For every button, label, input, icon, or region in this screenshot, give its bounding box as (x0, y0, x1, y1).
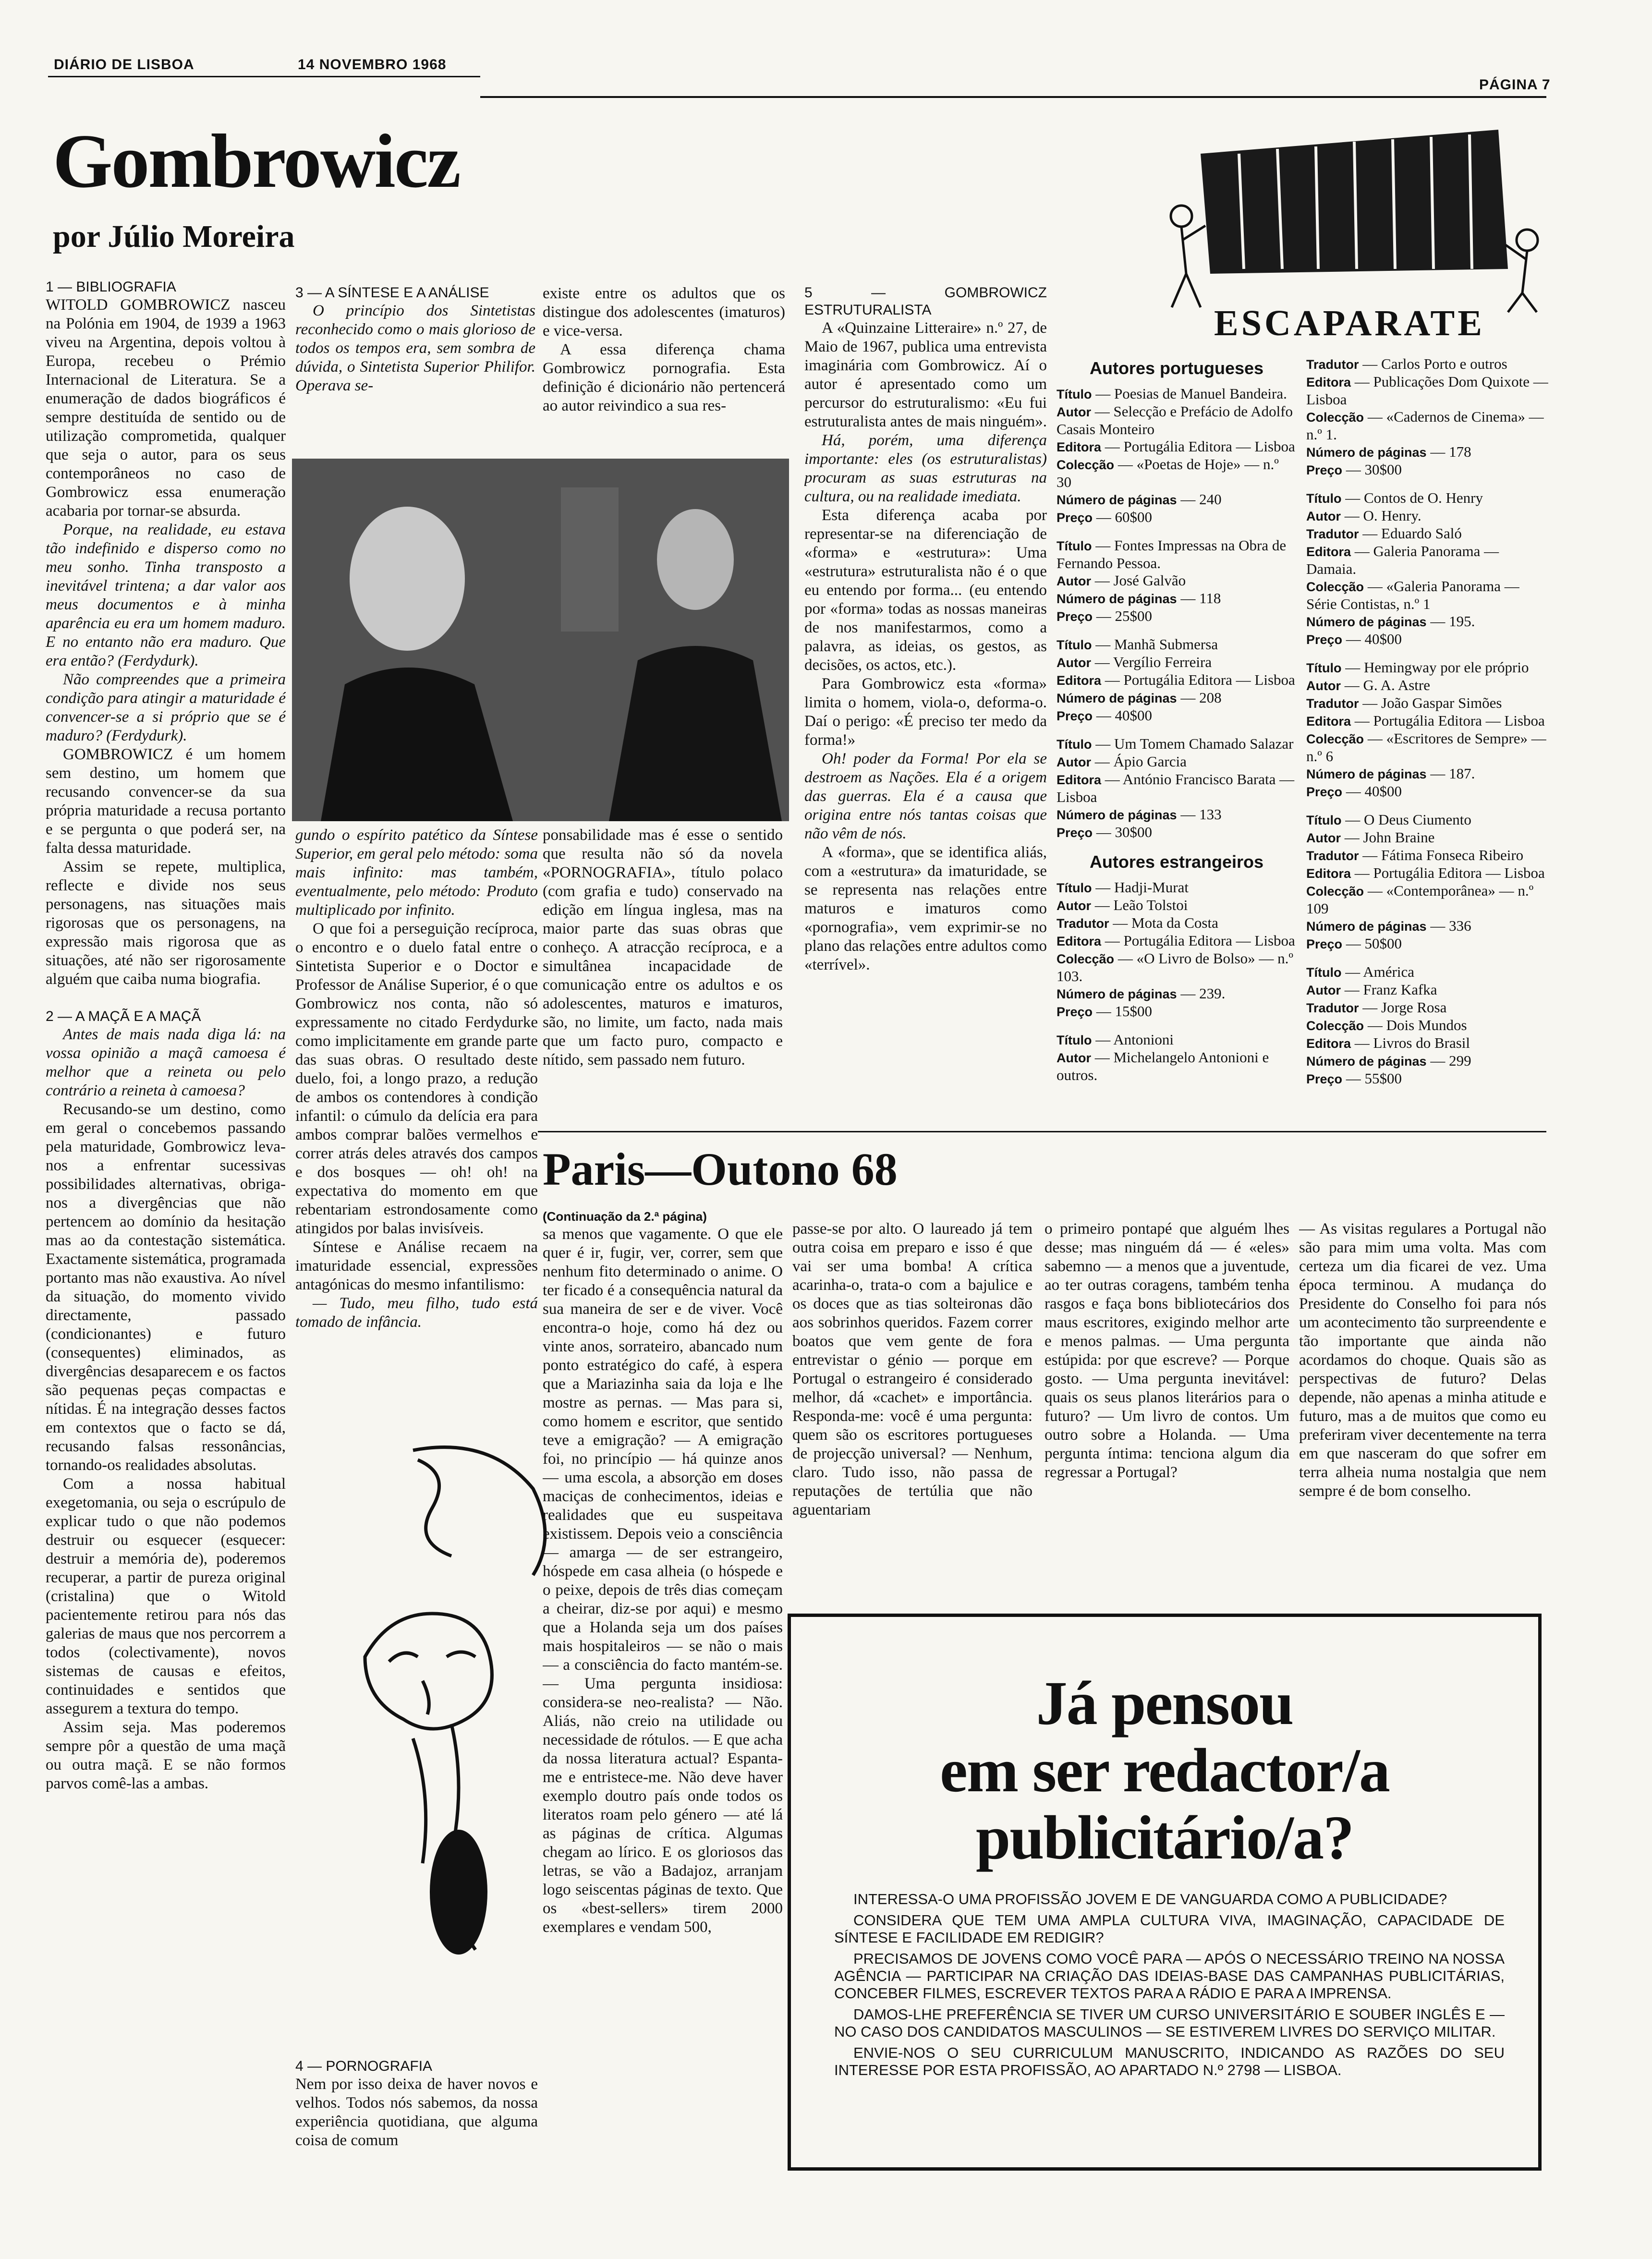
escaparate-title: ESCAPARATE (1214, 303, 1485, 343)
ad-paragraph: PRECISAMOS DE JOVENS COMO VOCÊ PARA — APÓS O NECESSÁRIO TREINO NA NOSSA AGÊNCIA — PARTICIPAR NA CRIAÇÃO DAS IDEIAS-BASE DAS CAMPANHAS PUBLICITÁRIAS, CONCEBER FILMES, ESCREVER TEXTOS PARA A RÁDIO E PARA A IMPRENSA. (834, 1950, 1505, 2002)
book-line: Editora — Livros do Brasil (1306, 1034, 1470, 1051)
ad-paragraph: INTERESSA-O UMA PROFISSÃO JOVEM E DE VANGUARDA COMO A PUBLICIDADE? (853, 1891, 1447, 1907)
book-line: Título — Fontes Impressas na Obra de Fernando Pessoa. (1057, 537, 1287, 571)
book-line: Colecção — «Contemporânea» — n.º 109 (1306, 882, 1534, 917)
article2-column-4 (1299, 1220, 1546, 1566)
book-line: Colecção — «Escritores de Sempre» — n.º 6 (1306, 730, 1546, 765)
book-line: Título — América (1306, 963, 1414, 980)
book-line: Preço — 50$00 (1306, 935, 1402, 952)
article-column-3-bottom (543, 826, 783, 1105)
paragraph: A essa diferença chama Gombrowicz pornografia. Esta definição é dicionário não pertencerá ao autor reivindico a sua res- (543, 341, 785, 414)
paragraph: passe-se por alto. O laureado já tem outra coisa em preparo e isso é que vai ser uma bomba! A crítica acarinha-o, trata-o com a bajulice e os doces que as tias solteironas dão aos sobrinhos queridos. Fazem correr boatos que vem gente de fora entrevistar o génio — porque em Portugal o estrangeiro é considerado melhor, dá «cachet» e importância. Responda-me: você é uma pergunta: quem são os escritores portugueses de projecção universal? — Nenhum, claro. Tudo isso, não passa de reputações de tertúlia que não aguentariam (792, 1220, 1032, 1518)
book-line: Título — Poesias de Manuel Bandeira. (1057, 385, 1287, 402)
book-line: Editora — Portugália Editora — Lisboa (1057, 438, 1295, 455)
book-list (1057, 879, 1297, 1084)
section-heading: 2 — A MAÇÃ E A MAÇÃ (46, 1008, 201, 1024)
ad-headline (791, 1670, 1538, 1871)
paragraph: GOMBROWICZ é um homem sem destino, um homem que recusando convencer-se da sua própria maturidade a recusa portanto e se pergunta o que poderá ser, na falta dessa maturidade. (46, 746, 286, 857)
book-line: Tradutor — João Gaspar Simões (1306, 694, 1502, 711)
book-line: Preço — 25$00 (1057, 607, 1153, 624)
paragraph: sa menos que vagamente. O que ele quer é ir, fugir, ver, correr, sem que nenhum fito determinado o anime. O ter ficado é a consequência natural da sua maneira de ser e de viver. Você encontra-o hoje, como há dez ou vinte anos, sorrateiro, abancado num ponto estratégico do café, à espera que a Mariazinha saia da loja e lhe mostre as pernas. — Mas para si, como homem e escritor, que sentido teve a emigração? — A emigração foi, no princípio — há quinze anos — uma escola, a absorção em doses maciças de conhecimentos, ideias e realidades que eu suspeitava existissem. Depois veio a consciência — amarga — de ser estrangeiro, hóspede em casa alheia (o hóspede e o peixe, depois de três dias começam a cheirar, diz-se por aqui) e mesmo que a Holanda seja um dos países mais hospitaleiros — se não o mais — a consciência do facto mantém-se. — Uma pergunta insidiosa: considera-se neo-realista? — Não. Aliás, não creio na utilidade ou necessidade de rótulos. — E que acha da nossa literatura actual? Espanta-me e entristece-me. Não deve haver exemplo doutro país onde todos os literatos roam pelo género — até lá as páginas de crítica. Algumas chegam ao lírico. E os gloriosos das letras, se vão a Badajoz, arranjam logo seiscentas páginas de texto. Que os «best-sellers» tirem 2000 exemplares e vendam 500, (543, 1226, 783, 1936)
book-line: Tradutor — Carlos Porto e outros (1306, 355, 1507, 372)
photo-gombrowicz (292, 459, 789, 821)
section-heading-estrangeiros: Autores estrangeiros (1089, 852, 1264, 872)
book-entry (1306, 355, 1551, 479)
book-line: Preço — 40$00 (1306, 631, 1402, 647)
book-line: Número de páginas — 240 (1057, 491, 1222, 508)
paragraph: Esta diferença acaba por representar-se na diferenciação de «forma» e «estrutura»: Uma «estrutura» estruturalista não é o que eu entendo por forma... (eu entendo por «forma» todas as nossas maneiras de nos manifestarmos, como a palavra, as ideias, os gestos, as decisões, os actos, etc.). (804, 507, 1047, 674)
divider (538, 1131, 1546, 1132)
ad-paragraph: ENVIE-NOS O SEU CURRICULUM MANUSCRITO, INDICANDO AS RAZÕES DO SEU INTERESSE POR ESTA PROFISSÃO, AO APARTADO N.º 2798 — LISBOA. (834, 2044, 1505, 2078)
quote-paragraph: Oh! poder da Forma! Por ela se destroem as Nações. Ela é a origem das guerras. Ela é a causa que origina entre nós tantas coisas que não vêm de nós. (804, 750, 1047, 842)
book-line: Preço — 15$00 (1057, 1003, 1153, 1020)
book-entry (1306, 963, 1551, 1088)
book-line: Número de páginas — 118 (1057, 590, 1221, 607)
book-entry (1306, 811, 1551, 953)
book-line: Editora — Portugália Editora — Lisboa (1057, 671, 1295, 688)
section-heading: 3 — A SÍNTESE E A ANÁLISE (295, 285, 489, 301)
newspaper-name: DIÁRIO DE LISBOA (54, 57, 194, 73)
section-heading: 5 — GOMBROWICZ ESTRUTURALISTA (804, 285, 1047, 318)
article2-title: Paris—Outono 68 (543, 1143, 898, 1195)
quote-paragraph: Antes de mais nada diga lá: na vossa opinião a maçã camoesa é melhor que a reineta ou pelo contrário a reineta à camoesa? (46, 1026, 286, 1099)
book-line: Preço — 55$00 (1306, 1070, 1402, 1087)
book-line: Autor — José Galvão (1057, 572, 1186, 589)
paragraph: A «forma», que se identifica aliás, com a «estrutura» da imaturidade, se se representa nas relações entre maturos e imaturos como «pornografia», vem exprimir-se no plano das relações entre adultos como «terrível». (804, 844, 1047, 973)
book-entry (1306, 659, 1551, 801)
book-line: Preço — 30$00 (1306, 461, 1402, 478)
book-line: Editora — Publicações Dom Quixote — Lisboa (1306, 373, 1548, 408)
paragraph: A «Quinzaine Litteraire» n.º 27, de Maio de 1967, publica uma entrevista imaginária com Gombrowicz. Aí o autor é apresentado como um percursor do estruturalismo: «Eu fui estruturalista antes de mais ninguém». (804, 319, 1047, 430)
book-line: Tradutor — Jorge Rosa (1306, 999, 1447, 1016)
book-line: Tradutor — Mota da Costa (1057, 914, 1218, 931)
issue-date: 14 NOVEMBRO 1968 (298, 57, 447, 73)
page-number: PÁGINA 7 (1479, 77, 1551, 93)
paragraph: Nem por isso deixa de haver novos e velhos. Todos nós sabemos, da nossa experiência quotidiana, que alguma coisa de comum (295, 2076, 538, 2149)
article2-column-1 (543, 1208, 783, 2226)
book-line: Autor — O. Henry. (1306, 507, 1421, 524)
book-line: Colecção — «Galeria Panorama — Série Contistas, n.º 1 (1306, 578, 1519, 612)
job-advertisement (788, 1614, 1542, 2171)
escaparate-illustration (1153, 115, 1546, 317)
book-line: Tradutor — Eduardo Saló (1306, 525, 1462, 542)
book-line: Número de páginas — 208 (1057, 689, 1222, 706)
article-byline: por Júlio Moreira (53, 219, 295, 254)
book-line: Autor — Franz Kafka (1306, 981, 1437, 998)
article-column-2-section4 (295, 2058, 538, 2231)
book-line: Editora — Portugália Editora — Lisboa (1057, 932, 1295, 949)
book-line: Autor — Michelangelo Antonioni e outros. (1057, 1049, 1269, 1083)
ad-paragraph: CONSIDERA QUE TEM UMA AMPLA CULTURA VIVA, IMAGINAÇÃO, CAPACIDADE DE SÍNTESE E FACILIDADE EM REDIGIR? (834, 1912, 1505, 1946)
book-entry (1057, 735, 1297, 841)
caricature-illustration (307, 1431, 576, 1998)
book-line: Tradutor — Fátima Fonseca Ribeiro (1306, 847, 1524, 863)
paragraph: WITOLD GOMBROWICZ nasceu na Polónia em 1904, de 1939 a 1963 viveu na Argentina, depois voltou à Europa, recebeu o Prémio Internacional de Literatura. Se a enumeração de dados biográficos é sempre destituída de sentido ou de utilização comprometida, qualquer que seja o autor, para os seus contemporâneos no caso de Gombrowicz essa enumeração acabaria por tornar-se absurda. (46, 296, 286, 520)
escaparate-right-column (1306, 355, 1551, 1148)
book-line: Número de páginas — 178 (1306, 443, 1471, 460)
book-line: Título — Hadji-Murat (1057, 879, 1189, 896)
book-line: Título — Um Tomem Chamado Salazar (1057, 735, 1294, 752)
book-line: Colecção — Dois Mundos (1306, 1017, 1467, 1033)
ad-paragraph: DAMOS-LHE PREFERÊNCIA SE TIVER UM CURSO UNIVERSITÁRIO E SOUBER INGLÊS E — NO CASO DOS CANDIDATOS MASCULINOS — SE ESTIVEREM LIVRES DO SERVIÇO MILITAR. (834, 2006, 1505, 2040)
book-line: Colecção — «Cadernos de Cinema» — n.º 1. (1306, 408, 1544, 443)
book-list (1306, 355, 1551, 1088)
book-line: Preço — 60$00 (1057, 509, 1153, 525)
paragraph: O que foi a perseguição recíproca, o encontro e o duelo fatal entre o Sintetista Superior e o Doctor e Professor de Análise Superior, é o que Gombrowicz nos conta, não só expressamente no citado Ferdydurke como implicitamente em grande parte das suas obras. O resultado deste duelo, foi, a longo prazo, a redução de ambos os contendores à condição infantil: o cúmulo da delícia era para ambos comprar balões vermelhos e correr atrás deles através dos campos e dos bosques — oh! oh! na expectativa do momento em que rebentariam estrondosamente como atingidos por balas invisíveis. (295, 920, 538, 1237)
article-column-2-top (295, 284, 535, 457)
book-line: Colecção — «Poetas de Hoje» — n.º 30 (1057, 456, 1279, 490)
paragraph: ponsabilidade mas é esse o sentido que resulta não só da novela «PORNOGRAFIA», título polaco (com grafia e tudo) conservado na edição em língua inglesa, mas na maior parte das suas obras que conheço. A atracção recíproca, e a simultânea incapacidade de comunicação entre os adultos e os adolescentes, maturos e imaturos, são, no limite, um facto, nada mais que um facto puro, compacto e nítido, sem passado nem futuro. (543, 826, 783, 1069)
book-line: Colecção — «O Livro de Bolso» — n.º 103. (1057, 950, 1294, 984)
book-line: Número de páginas — 336 (1306, 917, 1471, 934)
book-line: Título — Antonioni (1057, 1031, 1174, 1048)
article-column-3-top (543, 284, 785, 457)
quote-paragraph: — Tudo, meu filho, tudo está tomado de infância. (295, 1295, 538, 1331)
paragraph: Assim seja. Mas poderemos sempre pôr a questão de uma maçã ou outra maçã. E se não formos parvos comê-las a ambas. (46, 1719, 286, 1792)
book-line: Autor — Selecção e Prefácio de Adolfo Casais Monteiro (1057, 403, 1293, 437)
quote-paragraph: Há, porém, uma diferença importante: eles (os estruturalistas) procuram as suas estruturas na cultura, ou na realidade imediata. (804, 432, 1047, 505)
book-line: Autor — G. A. Astre (1306, 677, 1430, 693)
books-drawing (1153, 115, 1546, 317)
book-entry (1057, 385, 1297, 526)
header-rule (48, 76, 480, 77)
paragraph: Síntese e Análise recaem na imaturidade essencial, expressões antagónicas do mesmo infantilismo: (295, 1239, 538, 1293)
book-line: Editora — Portugália Editora — Lisboa (1306, 712, 1545, 729)
book-line: Editora — Galeria Panorama — Damaia. (1306, 543, 1499, 577)
book-line: Autor — John Braine (1306, 829, 1435, 846)
book-line: Número de páginas — 187. (1306, 765, 1475, 782)
paragraph: — As visitas regulares a Portugal não são para mim uma volta. Mas com certeza um dia ficarei de vez. Uma época terminou. A mudança do Presidente do Conselho foi para nós um acontecimento tão surpreendente e tão importante que ainda não acordamos do choque. Quais são as perspectivas de futuro? Delas depende, não apenas a minha atitude e futuro, mas a de muitos que como eu preferiram viver decentemente na terra em que nasceram do que sofrer em terra alheia numa nostalgia que nem sempre é de bom conselho. (1299, 1220, 1546, 1500)
section-heading: 1 — BIBLIOGRAFIA (46, 279, 176, 295)
book-line: Título — Hemingway por ele próprio (1306, 659, 1529, 676)
book-line: Número de páginas — 195. (1306, 613, 1475, 630)
ad-body (834, 1891, 1505, 2079)
section-heading-portugueses: Autores portugueses (1089, 358, 1264, 378)
book-line: Preço — 40$00 (1057, 707, 1153, 724)
book-line: Preço — 40$00 (1306, 783, 1402, 800)
quote-paragraph: gundo o espírito patético da Síntese Superior, em geral pelo método: soma mais infinito: mas também, eventualmente, pelo método: Produto multiplicado por infinito. (295, 826, 538, 919)
header-rule-right (480, 96, 1546, 98)
article2-column-2 (792, 1220, 1032, 1566)
caricature-drawing (307, 1431, 576, 1998)
escaparate-left-column (1057, 355, 1297, 1148)
section-heading: 4 — PORNOGRAFIA (295, 2058, 433, 2074)
article2-column-3 (1045, 1220, 1289, 1566)
book-line: Número de páginas — 133 (1057, 806, 1222, 823)
book-line: Título — Manhã Submersa (1057, 636, 1218, 653)
book-entry (1057, 537, 1297, 625)
ad-headline-line: publicitário/a? (975, 1803, 1354, 1872)
quote-paragraph: Não compreendes que a primeira condição para atingir a maturidade é convencer-se a si próprio que se é maduro? (Ferdydurk). (46, 671, 286, 744)
book-line: Autor — Vergílio Ferreira (1057, 654, 1212, 670)
book-entry (1306, 489, 1551, 648)
book-line: Título — O Deus Ciumento (1306, 811, 1471, 828)
book-entry (1057, 1031, 1297, 1084)
quote-paragraph: Porque, na realidade, eu estava tão indefinido e disperso como no meu sonho. Tinha transposto a inevitável trintena; a dar valor aos meus documentos e à minha aparência eu era um homem maduro. E no entanto não era maduro. Que era então? (Ferdydurk). (46, 521, 286, 669)
book-line: Número de páginas — 299 (1306, 1052, 1471, 1069)
paragraph: Com a nossa habitual exegetomania, ou seja o escrúpulo de explicar tudo o que não podemos destruir ou esquecer (esquecer: destruir a memória de), poderemos recuperar, a partir de pureza original (cristalina) que o Witold pacientemente retirou para nós das galerias de maus que nos percorrem a todos (colectivamente), novos sistemas de causas e efeitos, continuidades e sentidos que assegurem a textura do tempo. (46, 1475, 286, 1717)
paragraph: o primeiro pontapé que alguém lhes desse; mas ninguém dá — é «eles» sabemno — a menos que a juventude, ao ter outras coragens, também tenha rasgos e faça bons bibliotecários dos maus escritores, exigindo melhor arte e menos palmas. — Uma pergunta estúpida: por que escreve? — Porque gosto. — Uma pergunta inevitável: quais os seus planos literários para o futuro? — Um livro de contos. Um outro sobre a Holanda. — Uma pergunta íntima: tenciona algum dia regressar a Portugal? (1045, 1220, 1289, 1481)
book-line: Editora — António Francisco Barata — Lisboa (1057, 771, 1295, 805)
ad-headline-line: em ser redactor/a (940, 1736, 1389, 1805)
continuation-note: (Continuação da 2.ª página) (543, 1209, 707, 1224)
article-column-4 (804, 284, 1047, 1108)
book-line: Editora — Portugália Editora — Lisboa (1306, 864, 1545, 881)
book-line: Título — Contos de O. Henry (1306, 489, 1483, 506)
ad-headline-line: Já pensou (1036, 1669, 1293, 1738)
paragraph: Assim se repete, multiplica, reflecte e divide nos seus personagens, nas situações mais rigorosas que os personagens, na expressão mais rigorosa que as situações, até não ser rigorosamente alguém que caiba numa biografia. (46, 858, 286, 988)
book-line: Número de páginas — 239. (1057, 985, 1226, 1002)
book-line: Autor — Leão Tolstoi (1057, 897, 1188, 913)
article-title: Gombrowicz (53, 118, 460, 204)
article-column-1 (46, 279, 286, 2228)
book-entry (1057, 636, 1297, 725)
paragraph: Para Gombrowicz esta «forma» limita o homem, viola-o, deforma-o. Daí o perigo: «É preciso ter medo da forma!» (804, 675, 1047, 749)
photo-illustration (292, 459, 789, 821)
quote-paragraph: O princípio dos Sintetistas reconhecido como o mais glorioso de todos os tempos era, sem sombra de dúvida, o Sintetista Superior Philifor. Operava se- (295, 302, 535, 394)
paragraph: existe entre os adultos que os distingue dos adolescentes (imaturos) e vice-versa. (543, 285, 785, 340)
book-line: Preço — 30$00 (1057, 824, 1153, 840)
book-line: Autor — Ápio Garcia (1057, 753, 1187, 770)
book-list (1057, 385, 1297, 841)
book-entry (1057, 879, 1297, 1020)
paragraph: Recusando-se um destino, como em geral o concebemos passando pela maturidade, Gombrowicz leva-nos a enfrentar sucessivas possibilidades alternativas, obriga-nos a divergências que não pertencem ao domínio da hesitação mas ao da contestação sistemática. Exactamente sistemática, programada portanto mas não exaustiva. Ao nível da situação, do momento vivido directamente, passado (condicionantes) e futuro (consequentes) eliminados, as divergências desaparecem e os factos são pequenas peças compactas e nítidas. É na integração desses factos em contextos que o facto se dá, recusando falsas ressonâncias, tornando-os realidades absolutas. (46, 1101, 286, 1474)
